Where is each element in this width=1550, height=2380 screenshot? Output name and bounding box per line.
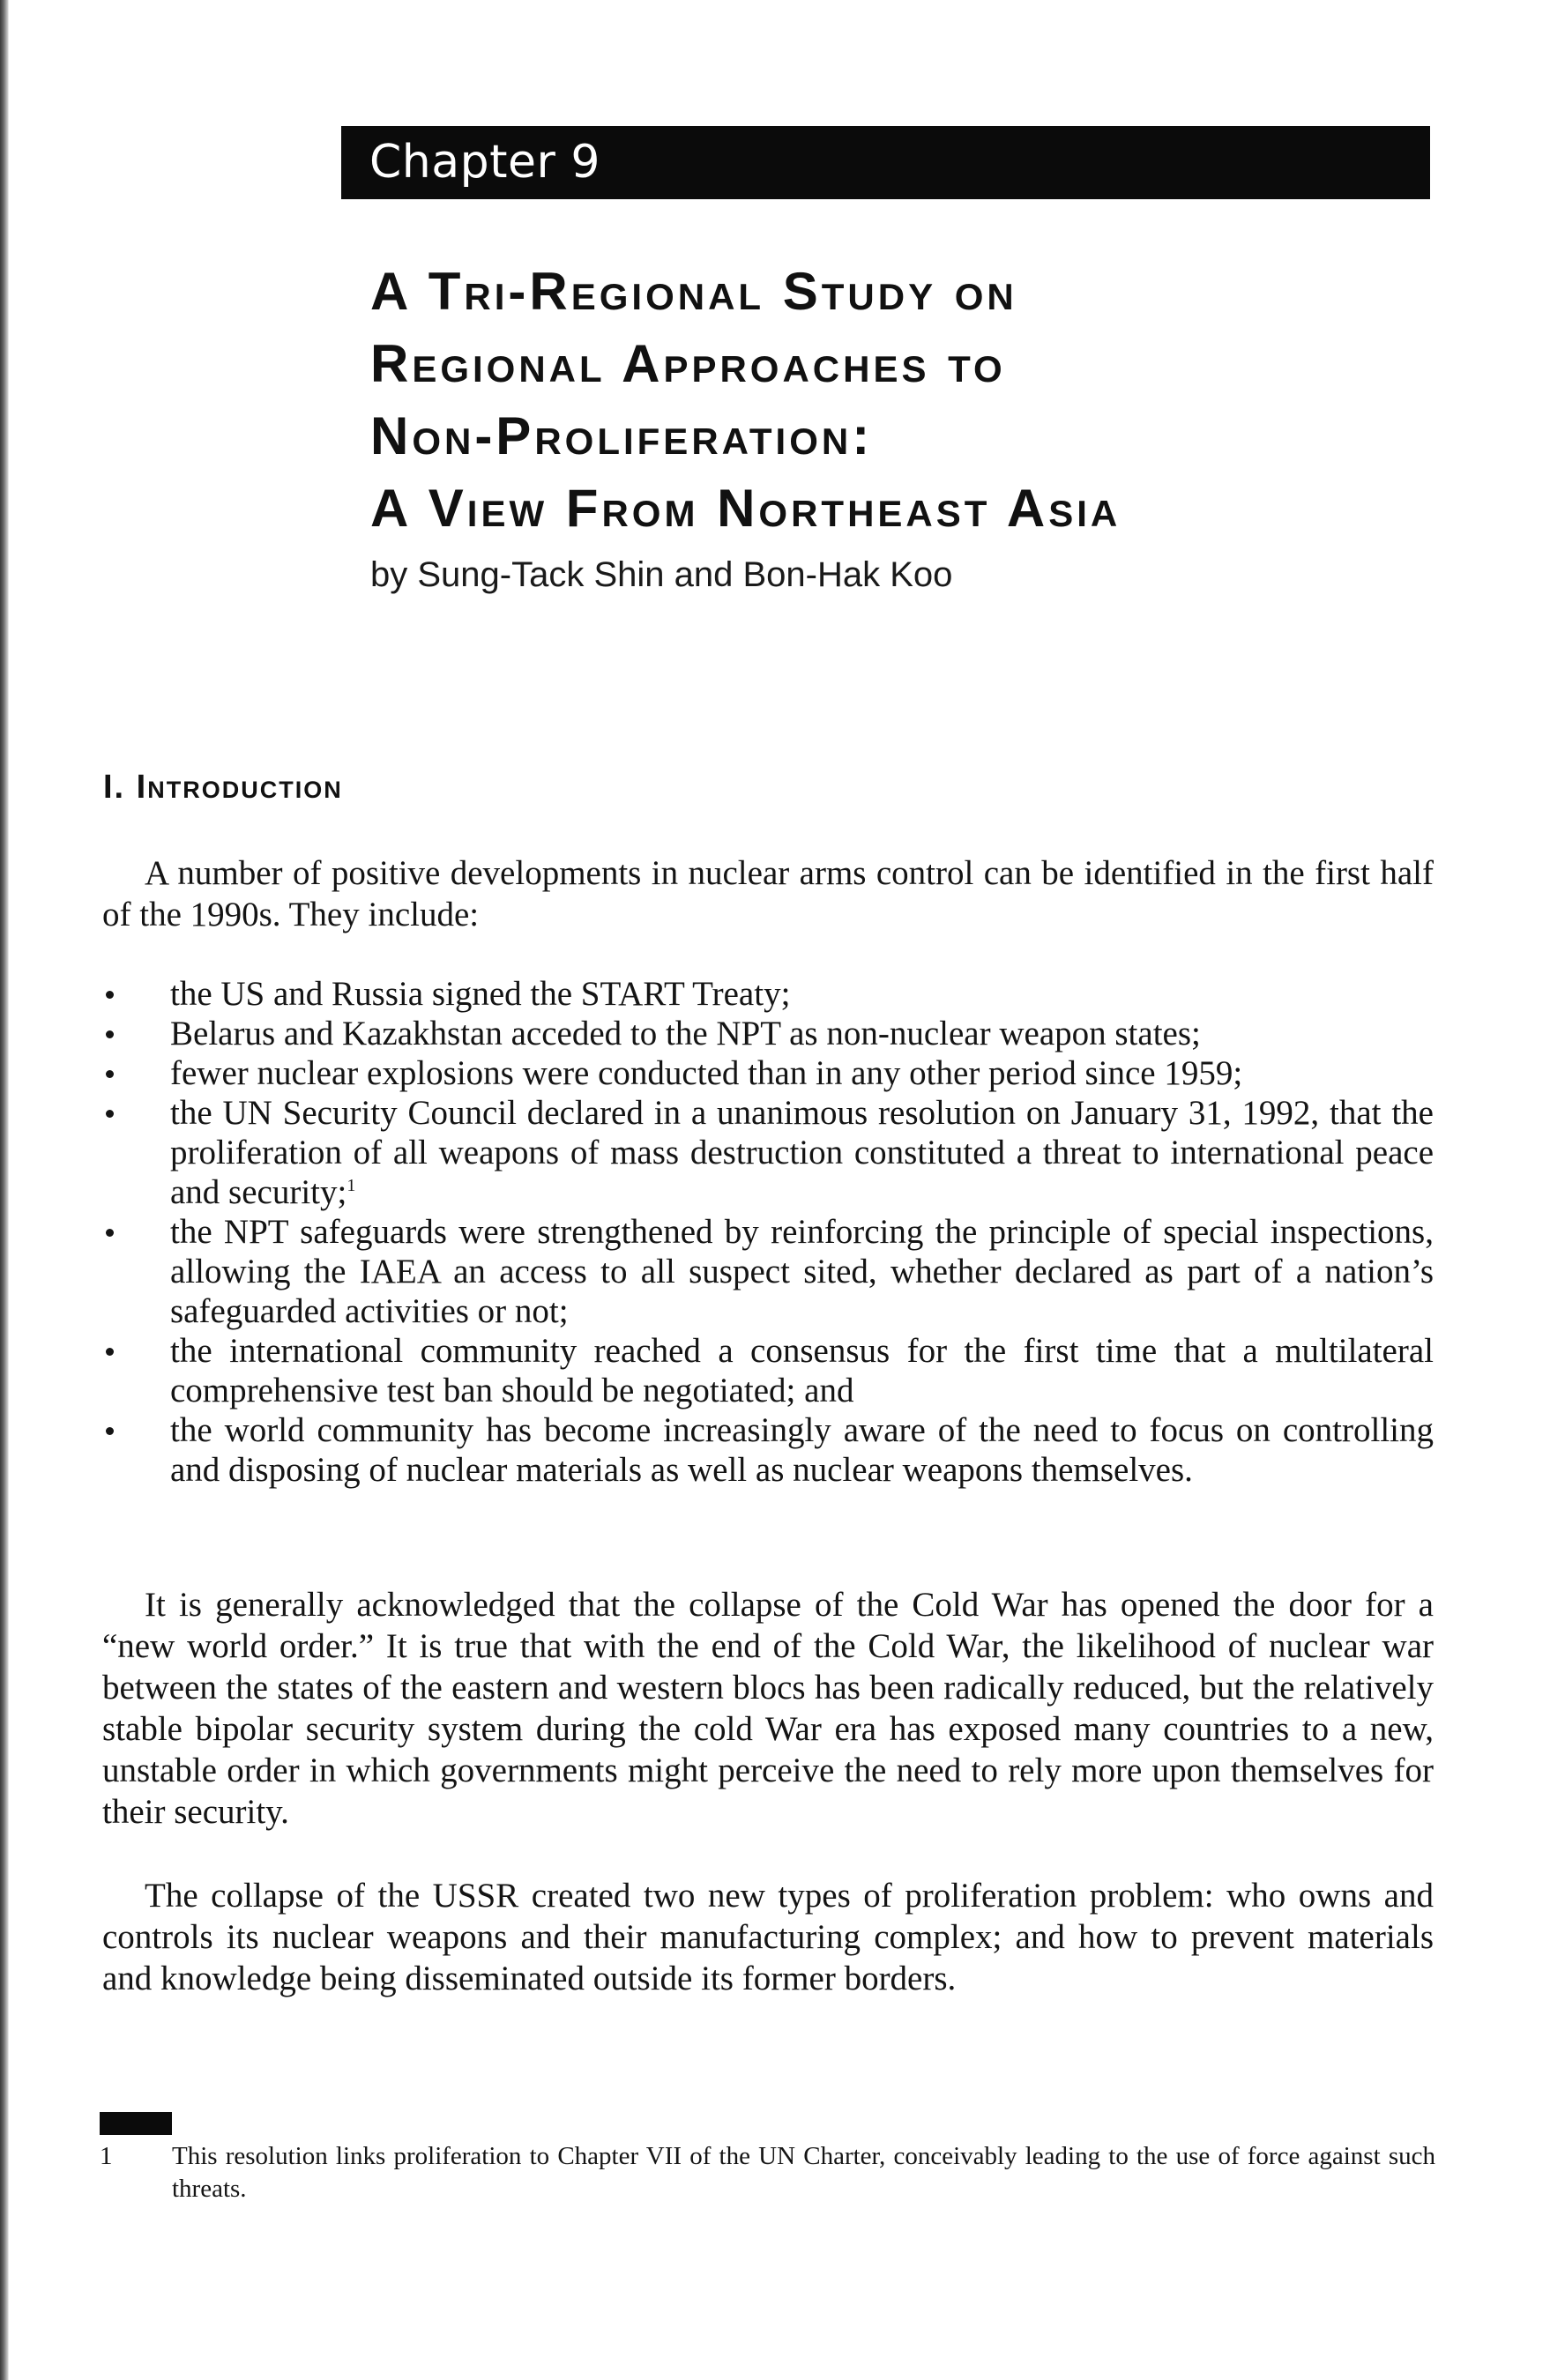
chapter-label: Chapter 9 bbox=[369, 136, 601, 189]
author-byline: by Sung-Tack Shin and Bon-Hak Koo bbox=[370, 555, 953, 594]
list-item bbox=[102, 1093, 1434, 1212]
footnote-rule bbox=[100, 2112, 172, 2135]
chapter-title bbox=[370, 256, 1121, 545]
list-item-text: the world community has become increasingly aware of the need to focus on controlling and disposing of nuclear materials as well as nuclear weapons themselves. bbox=[170, 1411, 1434, 1489]
bullet-icon bbox=[106, 1229, 114, 1237]
list-item-text: the US and Russia signed the START Treaty; bbox=[170, 975, 791, 1013]
footnote-reference[interactable]: 1 bbox=[347, 1176, 356, 1195]
bullet-icon bbox=[106, 1110, 114, 1118]
list-item-text: the NPT safeguards were strengthened by reinforcing the principle of special inspections, allowing the IAEA an access to all suspect sited, whether declared as part of a nation’s safeguarded activities or not; bbox=[170, 1213, 1434, 1330]
list-item-text: the international community reached a consensus for the first time that a multilateral comprehensive test ban should be negotiated; and bbox=[170, 1332, 1434, 1409]
footnote bbox=[100, 2140, 1435, 2205]
bullet-icon bbox=[106, 1070, 114, 1078]
body-paragraph: The collapse of the USSR created two new types of proliferation problem: who owns and controls its nuclear weapons and their manufacturing complex; and how to prevent materials and knowledge being disseminated outside its former borders. bbox=[102, 1877, 1434, 1997]
bullet-icon bbox=[106, 991, 114, 999]
list-item bbox=[102, 1014, 1434, 1053]
section-heading: I. Introduction bbox=[103, 769, 343, 806]
bullet-icon bbox=[106, 1427, 114, 1435]
list-item-text: the UN Security Council declared in a unanimous resolution on January 31, 1992, that the proliferation of all weapons of mass destruction constituted a threat to international peace and security; bbox=[170, 1094, 1434, 1211]
list-item bbox=[102, 974, 1434, 1014]
title-line: Non-Proliferation: bbox=[370, 406, 874, 465]
page-binding-edge bbox=[0, 0, 9, 2380]
chapter-banner bbox=[341, 126, 1430, 199]
footnote-number: 1 bbox=[100, 2142, 113, 2170]
list-item-text: Belarus and Kazakhstan acceded to the NPT as non-nuclear weapon states; bbox=[170, 1015, 1201, 1052]
title-line: A Tri-Regional Study on bbox=[370, 262, 1017, 321]
list-item bbox=[102, 1053, 1434, 1093]
title-line: Regional Approaches to bbox=[370, 334, 1006, 393]
list-item-text: fewer nuclear explosions were conducted than in any other period since 1959; bbox=[170, 1054, 1243, 1092]
list-item bbox=[102, 1331, 1434, 1410]
bullet-icon bbox=[106, 1030, 114, 1038]
title-line: A View From Northeast Asia bbox=[370, 479, 1122, 538]
list-item bbox=[102, 1410, 1434, 1490]
footnote-text: This resolution links proliferation to Chapter VII of the UN Charter, conceivably leading to the use of force against such threats. bbox=[172, 2142, 1435, 2203]
bullet-icon bbox=[106, 1348, 114, 1356]
list-item bbox=[102, 1212, 1434, 1331]
body-paragraph: It is generally acknowledged that the collapse of the Cold War has opened the door for a “new world order.” It is true that with the end of the Cold War, the likelihood of nuclear war between the states of the eastern and western blocs has been radically reduced, but the relatively stable bipolar security system during the cold War era has exposed many countries to a new, unstable order in which governments might perceive the need to rely more upon themselves for their security. bbox=[102, 1586, 1434, 1831]
developments-list bbox=[102, 974, 1434, 1490]
intro-paragraph: A number of positive developments in nuclear arms control can be identified in the first half of the 1990s. They include: bbox=[102, 854, 1434, 933]
